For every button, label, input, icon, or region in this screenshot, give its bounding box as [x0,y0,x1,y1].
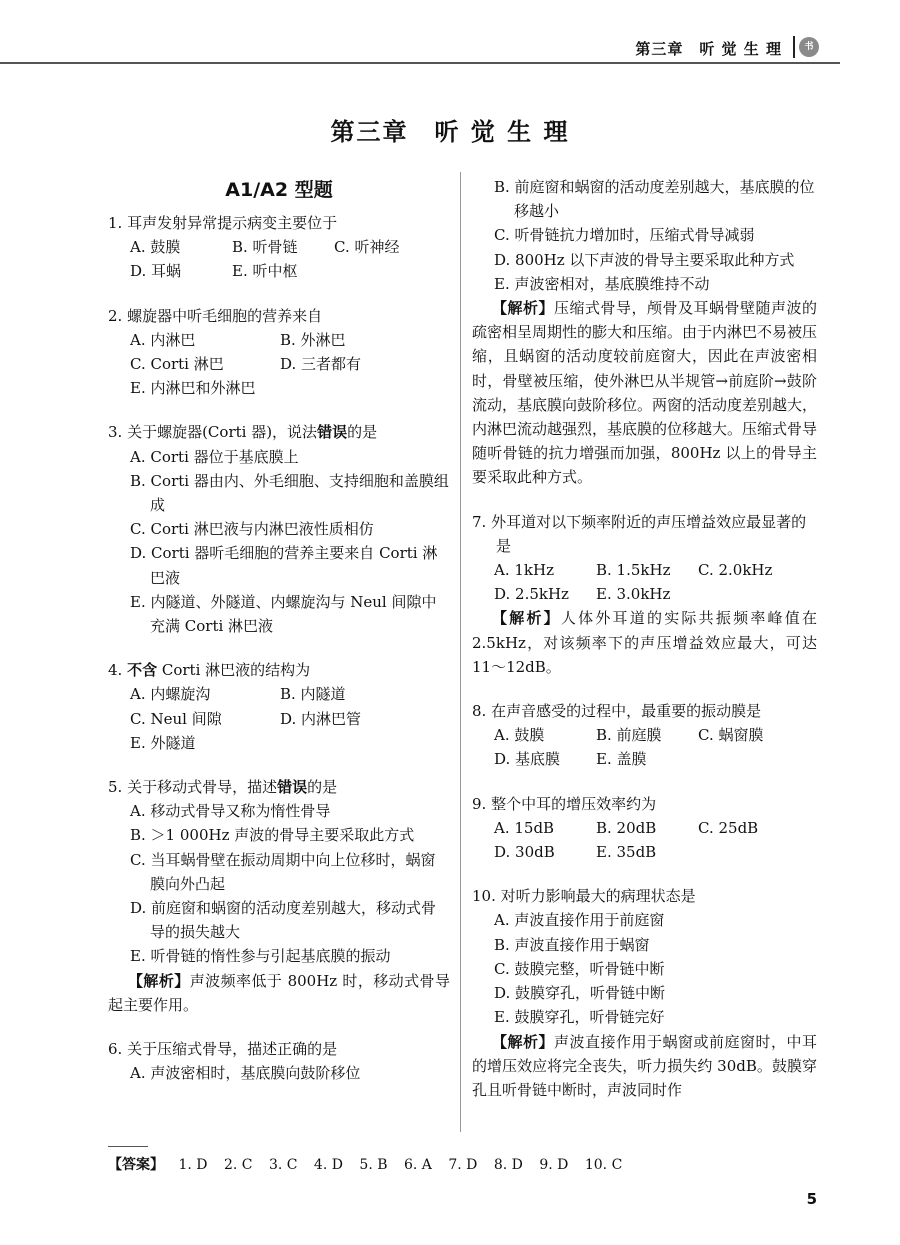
question-10 [472,884,817,1102]
option-row [108,682,450,706]
option: A. 内螺旋沟 [130,685,211,704]
option: C. 听骨链抗力增加时，压缩式骨导减弱 [494,226,755,245]
option: A. 声波直接作用于前庭窗 [494,911,665,930]
option: A. 1kHz [494,561,554,580]
header-chapter: 第三章 听 觉 生 理 [635,40,782,58]
left-column [108,175,450,1106]
answer-item: 1. D [178,1157,208,1173]
answer-item: 6. A [403,1157,432,1173]
option: D. 内淋巴管 [280,709,362,728]
option-row [108,707,450,731]
option: B. 前庭窗和蜗窗的活动度差别越大，基底膜的位移越小 [494,178,815,221]
option: D. 基底膜 [494,750,561,769]
explanation: 【解析】声波直接作用于蜗窗或前庭窗时，中耳的增压效应将完全丧失，听力损失约 30dB。鼓膜穿孔且听骨链中断时，声波同时作 [472,1032,817,1099]
answer-item: 3. C [268,1157,298,1173]
option: E. 听骨链的惰性参与引起基底膜的振动 [130,947,391,966]
option-row [472,816,817,840]
question-6-continued [472,175,817,490]
option: B. ＞1 000Hz 声波的骨导主要采取此方式 [130,826,415,845]
answer-item: 7. D [448,1157,478,1173]
option: C. 当耳蜗骨壁在振动周期中向上位移时，蜗窗膜向外凸起 [130,850,436,893]
explanation-label: 【解析】 [128,971,190,990]
explanation-label: 【解析】 [492,609,561,628]
answer-item: 9. D [539,1157,569,1173]
emphasis: 不含 [127,661,158,680]
option-row [472,747,817,771]
option: C. 25dB [698,818,759,837]
option-row [108,352,450,376]
option: B. 内隧道 [280,685,346,704]
option: A. 声波密相时，基底膜向鼓阶移位 [130,1064,361,1083]
explanation: 【解析】压缩式骨导，颅骨及耳蜗骨壁随声波的疏密相呈周期性的膨大和压缩。由于内淋巴不易被压缩，且蜗窗的活动度较前庭窗大，因此在声波密相时，骨壁被压缩，使外淋巴从半规管→前庭阶→鼓阶流动，基底膜向鼓阶移位。两窗的活动度差别越大，内淋巴流动越强烈，基底膜的位移越大。压缩式骨导随听骨链的抗力增强而加强，800Hz 以上的骨导主要采取此种方式。 [472,299,818,487]
page-number: 5 [806,1190,817,1208]
footnote-rule [108,1146,148,1147]
question-stem: 7. 外耳道对以下频率附近的声压增益效应最显著的是 [472,512,807,555]
question-5 [108,775,450,1017]
emphasis: 错误 [277,778,308,797]
column-divider [460,172,461,1132]
question-6 [108,1037,450,1085]
question-stem: 9. 整个中耳的增压效率约为 [472,794,657,813]
answer-item: 2. C [223,1157,253,1173]
option: C. 蜗窗膜 [698,726,764,745]
explanation-label: 【解析】 [492,299,554,318]
question-stem: 3. 关于螺旋器(Corti 器)，说法错误的是 [108,423,378,442]
question-stem: 5. 关于移动式骨导，描述错误的是 [108,778,338,797]
question-stem: 1. 耳声发射异常提示病变主要位于 [108,214,338,232]
question-1 [108,211,450,284]
question-stem: 8. 在声音感受的过程中，最重要的振动膜是 [472,702,762,721]
option: B. 前庭膜 [596,726,662,745]
option: E. 盖膜 [596,750,647,769]
option: A. 鼓膜 [130,238,181,257]
question-stem: 4. 不含 Corti 淋巴液的结构为 [108,661,311,680]
option: B. 外淋巴 [280,330,346,349]
header-separator [793,36,795,58]
option: E. 3.0kHz [596,585,671,604]
answer-item: 8. D [493,1157,523,1173]
explanation: 【解析】人体外耳道的实际共振频率峰值在 2.5kHz，对该频率下的声压增益效应最大，可达 11～12dB。 [472,609,817,676]
question-stem: 6. 关于压缩式骨导，描述正确的是 [108,1040,338,1059]
option: E. 外隧道 [130,733,196,752]
option: D. 三者都有 [280,355,362,374]
option: D. 前庭窗和蜗窗的活动度差别越大，移动式骨导的损失越大 [130,899,437,942]
option: C. 2.0kHz [698,561,773,580]
question-stem: 2. 螺旋器中听毛细胞的营养来自 [108,306,323,325]
question-4 [108,658,450,755]
option: B. 声波直接作用于蜗窗 [494,935,650,954]
answer-item: 4. D [313,1157,343,1173]
option: C. Neul 间隙 [130,709,222,728]
option: E. 内隧道、外隧道、内螺旋沟与 Neul 间隙中充满 Corti 淋巴液 [130,592,437,636]
question-3 [108,420,450,638]
option: B. 听骨链 [232,238,298,257]
option: E. 鼓膜穿孔，听骨链完好 [494,1008,665,1027]
option: E. 35dB [596,843,657,862]
option: C. Corti 淋巴液与内淋巴液性质相仿 [130,520,374,539]
question-2 [108,304,450,401]
question-9 [472,792,817,865]
answer-item: 5. B [359,1157,388,1173]
option: A. 15dB [494,818,555,837]
option: A. 鼓膜 [494,726,545,745]
option: D. 耳蜗 [130,262,182,281]
answer-item: 10. C [584,1157,623,1173]
emphasis: 错误 [317,423,348,442]
option: B. 1.5kHz [596,561,671,580]
header-rule [0,62,840,64]
option-row [472,723,817,747]
book-icon: 书 [799,37,819,57]
option: A. 移动式骨导又称为惰性骨导 [130,802,331,821]
option: B. 20dB [596,818,657,837]
chapter-title: 第三章 听 觉 生 理 [330,118,570,146]
right-column [472,175,817,1122]
option: E. 声波密相对，基底膜维持不动 [494,274,710,293]
answer-key [108,1154,634,1176]
question-7 [472,510,817,679]
option: B. Corti 器由内、外毛细胞、支持细胞和盖膜组成 [130,471,449,515]
explanation-label: 【解析】 [492,1032,554,1051]
question-8 [472,699,817,772]
option-row [108,235,450,259]
explanation: 【解析】声波频率低于 800Hz 时，移动式骨导起主要作用。 [108,971,450,1014]
option: D. Corti 器听毛细胞的营养主要来自 Corti 淋巴液 [130,544,438,587]
option: A. 内淋巴 [130,330,196,349]
option: C. 听神经 [334,238,400,257]
option-row [472,582,817,606]
option: D. 2.5kHz [494,585,569,604]
option: E. 听中枢 [232,262,298,281]
option-row [108,259,450,283]
question-stem: 10. 对听力影响最大的病理状态是 [472,887,696,906]
option: A. Corti 器位于基底膜上 [130,447,299,466]
option: E. 内淋巴和外淋巴 [130,379,256,398]
running-header [0,0,900,62]
option: D. 鼓膜穿孔，听骨链中断 [494,984,666,1003]
option-row [472,558,817,582]
option-row [472,840,817,864]
answer-label: 【答案】 [108,1157,164,1173]
option-row [108,328,450,352]
section-title: A1/A2 型题 [225,179,333,201]
option: D. 30dB [494,843,555,862]
option: D. 800Hz 以下声波的骨导主要采取此种方式 [494,250,795,269]
option: C. 鼓膜完整，听骨链中断 [494,959,665,978]
option: C. Corti 淋巴 [130,355,224,374]
